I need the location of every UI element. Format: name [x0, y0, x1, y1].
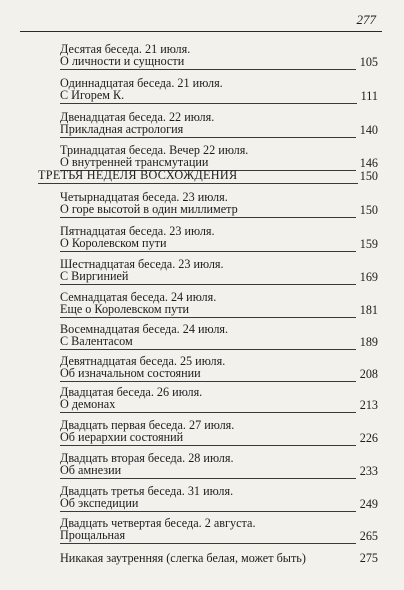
entry-line	[60, 463, 378, 479]
leader-line	[126, 103, 356, 104]
entry-subtitle: О демонах	[60, 397, 116, 411]
entry-page: 208	[359, 367, 378, 381]
entry-subtitle: Об иерархии состояний	[60, 430, 184, 444]
header-rule	[20, 31, 382, 32]
page-number: 277	[356, 12, 376, 27]
entry-title: Одиннадцатая беседа. 21 июля.	[60, 76, 223, 90]
entry-line	[60, 88, 378, 104]
entry-title: Семнадцатая беседа. 24 июля.	[60, 290, 217, 304]
leader-line	[185, 137, 355, 138]
entry-page: 105	[359, 55, 378, 69]
section-title: ТРЕТЬЯ НЕДЕЛЯ ВОСХОЖДЕНИЯ	[38, 168, 238, 182]
leader-line	[237, 183, 357, 184]
entry-page: 181	[359, 303, 378, 317]
entry-page: 189	[359, 335, 378, 349]
entry-line	[60, 54, 378, 70]
entry-line	[60, 397, 378, 413]
entry-title: Двадцать четвертая беседа. 2 августа.	[60, 516, 256, 530]
entry-page: 249	[359, 497, 378, 511]
entry-title: Шестнадцатая беседа. 23 июля.	[60, 257, 224, 271]
entry-title: Двадцать первая беседа. 27 июля.	[60, 418, 235, 432]
entry-subtitle: Об изначальном состоянии	[60, 366, 201, 380]
entry-line	[60, 202, 378, 218]
entry-subtitle: Еще о Королевском пути	[60, 302, 190, 316]
entry-title: Двенадцатая беседа. 22 июля.	[60, 110, 215, 124]
entry-page: 169	[359, 270, 378, 284]
entry-title: Двадцать третья беседа. 31 июля.	[60, 484, 234, 498]
entry-subtitle: О Королевском пути	[60, 236, 167, 250]
leader-line	[168, 251, 355, 252]
leader-line	[130, 284, 355, 285]
entry-subtitle: С Виргинией	[60, 269, 129, 283]
entry-page: 226	[359, 431, 378, 445]
entry-subtitle: Об амнезии	[60, 463, 122, 477]
entry-subtitle: О горе высотой в один миллиметр	[60, 202, 238, 216]
entry-subtitle: О личности и сущности	[60, 54, 185, 68]
section-page: 150	[359, 169, 378, 183]
entry-line	[60, 122, 378, 138]
leader-line	[127, 543, 356, 544]
leader-line	[123, 478, 356, 479]
entry-line	[60, 269, 378, 285]
entry-page: 233	[359, 464, 378, 478]
entry-page: 213	[359, 398, 378, 412]
entry-title: Двадцать вторая беседа. 28 июля.	[60, 451, 234, 465]
entry-line	[60, 528, 378, 544]
entry-page: 140	[359, 123, 378, 137]
entry-line	[60, 430, 378, 446]
leader-line	[117, 412, 355, 413]
entry-subtitle: С Валентасом	[60, 334, 133, 348]
entry-page: 159	[359, 237, 378, 251]
entry-title: Девятнадцатая беседа. 25 июля.	[60, 354, 226, 368]
entry-title: Десятая беседа. 21 июля.	[60, 42, 191, 56]
entry-subtitle: Никакая заутренняя (слегка белая, может быть)	[60, 551, 306, 565]
entry-title: Восемнадцатая беседа. 24 июля.	[60, 322, 229, 336]
entry-title: Пятнадцатая беседа. 23 июля.	[60, 224, 215, 238]
leader-line	[140, 511, 355, 512]
entry-title: Двадцатая беседа. 26 июля.	[60, 385, 203, 399]
leader-line	[240, 217, 356, 218]
entry-line	[60, 236, 378, 252]
toc-entry-final	[60, 550, 378, 566]
entry-line	[60, 334, 378, 350]
leader-line	[135, 349, 356, 350]
entry-subtitle: С Игорем К.	[60, 88, 125, 102]
entry-page: 275	[359, 551, 378, 565]
section-heading	[38, 168, 378, 184]
entry-subtitle: Прощальная	[60, 528, 126, 542]
leader-line	[186, 69, 355, 70]
entry-title: Четырнадцатая беседа. 23 июля.	[60, 190, 228, 204]
entry-subtitle: О внутренней трансмутации	[60, 155, 209, 169]
entry-page: 146	[359, 156, 378, 170]
entry-subtitle: Об экспедиции	[60, 496, 139, 510]
entry-line	[60, 496, 378, 512]
entry-page: 150	[359, 203, 378, 217]
leader-line	[191, 317, 356, 318]
leader-line	[203, 381, 356, 382]
entry-page: 265	[359, 529, 378, 543]
entry-subtitle: Прикладная астрология	[60, 122, 184, 136]
entry-page: 111	[360, 89, 378, 103]
entry-line	[60, 366, 378, 382]
entry-line	[60, 302, 378, 318]
entry-title: Тринадцатая беседа. Вечер 22 июля.	[60, 143, 249, 157]
leader-line	[185, 445, 356, 446]
